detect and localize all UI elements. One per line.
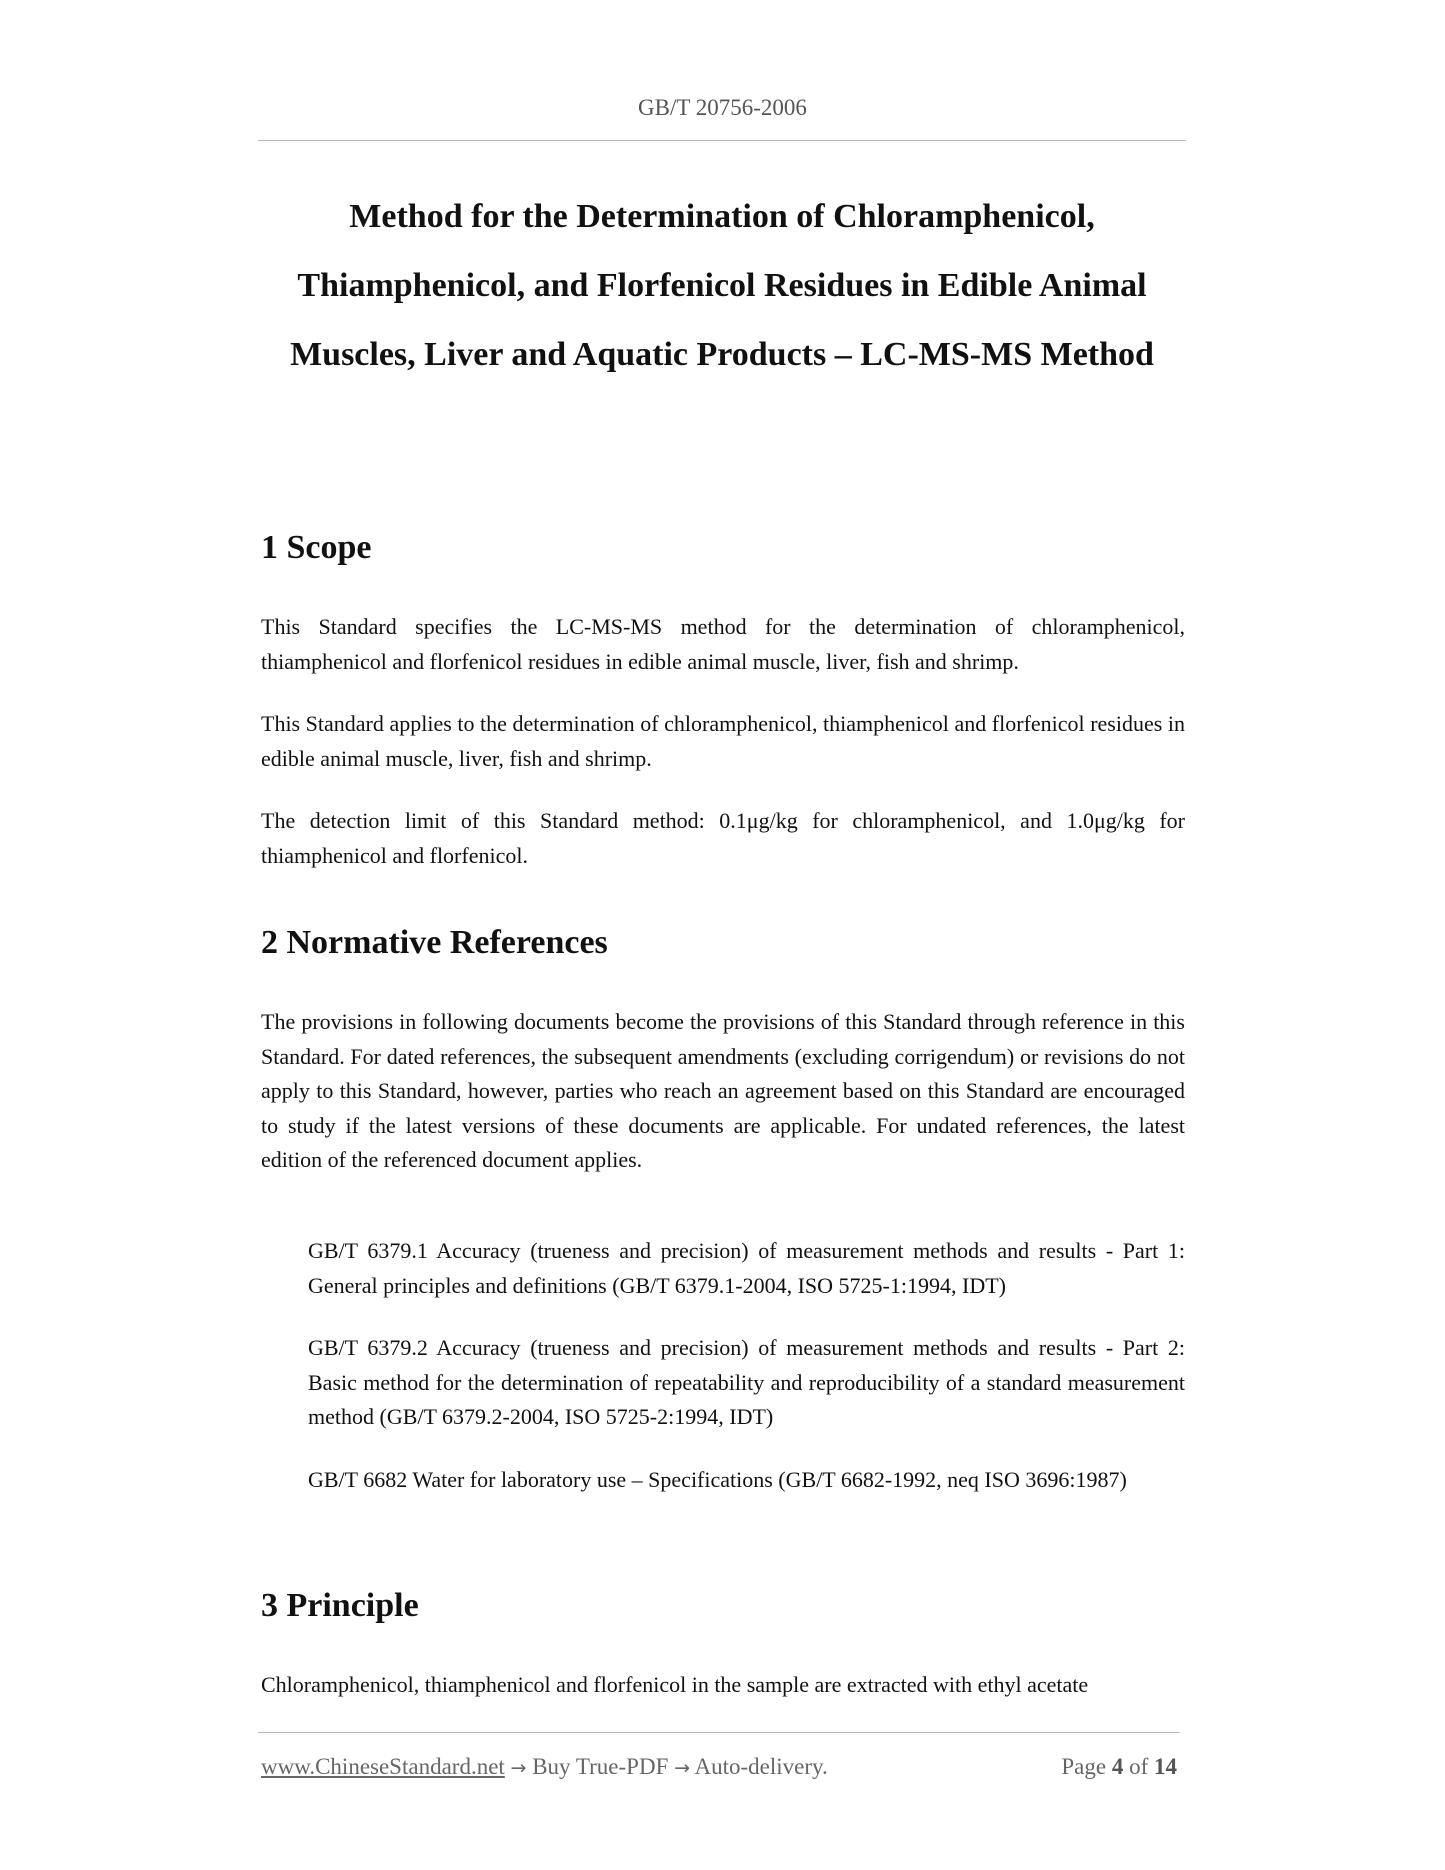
page-footer [261,1754,1177,1784]
arrow-right-icon: → [674,1757,691,1779]
section-principle-heading: 3 Principle [261,1587,419,1624]
document-title [258,182,1186,389]
page-indicator [1061,1754,1177,1780]
reference-item-gbt-6682: GB/T 6682 Water for laboratory use – Specifications (GB/T 6682-1992, neq ISO 3696:1987) [308,1467,1127,1492]
section-normative-references-heading: 2 Normative References [261,924,608,961]
buy-true-pdf-text: Buy True-PDF [532,1754,669,1779]
title-line-1: Method for the Determination of Chloramphenicol, [349,198,1095,235]
principle-paragraph-1: Chloramphenicol, thiamphenicol and florfenicol in the sample are extracted with ethyl acetate [261,1672,1089,1697]
title-line-3: Muscles, Liver and Aquatic Products – LC-MS-MS Method [290,336,1154,373]
current-page-number: 4 [1111,1754,1124,1779]
footer-promo [261,1754,828,1780]
references-intro-paragraph: The provisions in following documents become the provisions of this Standard through reference in this Standard. For dated references, the subsequent amendments (excluding corrigendum) or revisions do not apply to this Standard, however, parties who reach an agreement based on this Standard are encouraged to study if the latest versions of these documents are applicable. For undated references, the latest edition of the referenced document applies. [261,1009,1185,1172]
document-code-header: GB/T 20756-2006 [638,95,807,120]
page-label: Page [1061,1754,1107,1779]
auto-delivery-text: Auto-delivery. [694,1754,828,1779]
reference-item-gbt-6379-2: GB/T 6379.2 Accuracy (trueness and precision) of measurement methods and results - Part 2: Basic method for the determination of repeatability and reproducibility of a standard measurement method (GB/T 6379.2-2004, ISO 5725-2:1994, IDT) [308,1335,1185,1429]
section-scope-heading: 1 Scope [261,529,372,566]
chinesestandard-link[interactable]: www.ChineseStandard.net [261,1754,505,1779]
title-line-2: Thiamphenicol, and Florfenicol Residues in Edible Animal [297,267,1147,304]
arrow-right-icon: → [510,1757,527,1779]
scope-paragraph-3: The detection limit of this Standard method: 0.1μg/kg for chloramphenicol, and 1.0μg/kg for thiamphenicol and florfenicol. [261,808,1185,868]
scope-paragraph-2: This Standard applies to the determination of chloramphenicol, thiamphenicol and florfenicol residues in edible animal muscle, liver, fish and shrimp. [261,711,1185,771]
of-label: of [1129,1754,1149,1779]
total-page-count: 14 [1154,1754,1177,1779]
header-divider [258,140,1186,141]
reference-item-gbt-6379-1: GB/T 6379.1 Accuracy (trueness and precision) of measurement methods and results - Part 1: General principles and definitions (GB/T 6379.1-2004, ISO 5725-1:1994, IDT) [308,1238,1185,1298]
scope-paragraph-1: This Standard specifies the LC-MS-MS method for the determination of chloramphenicol, thiamphenicol and florfenicol residues in edible animal muscle, liver, fish and shrimp. [261,614,1185,674]
footer-divider [258,1732,1180,1733]
